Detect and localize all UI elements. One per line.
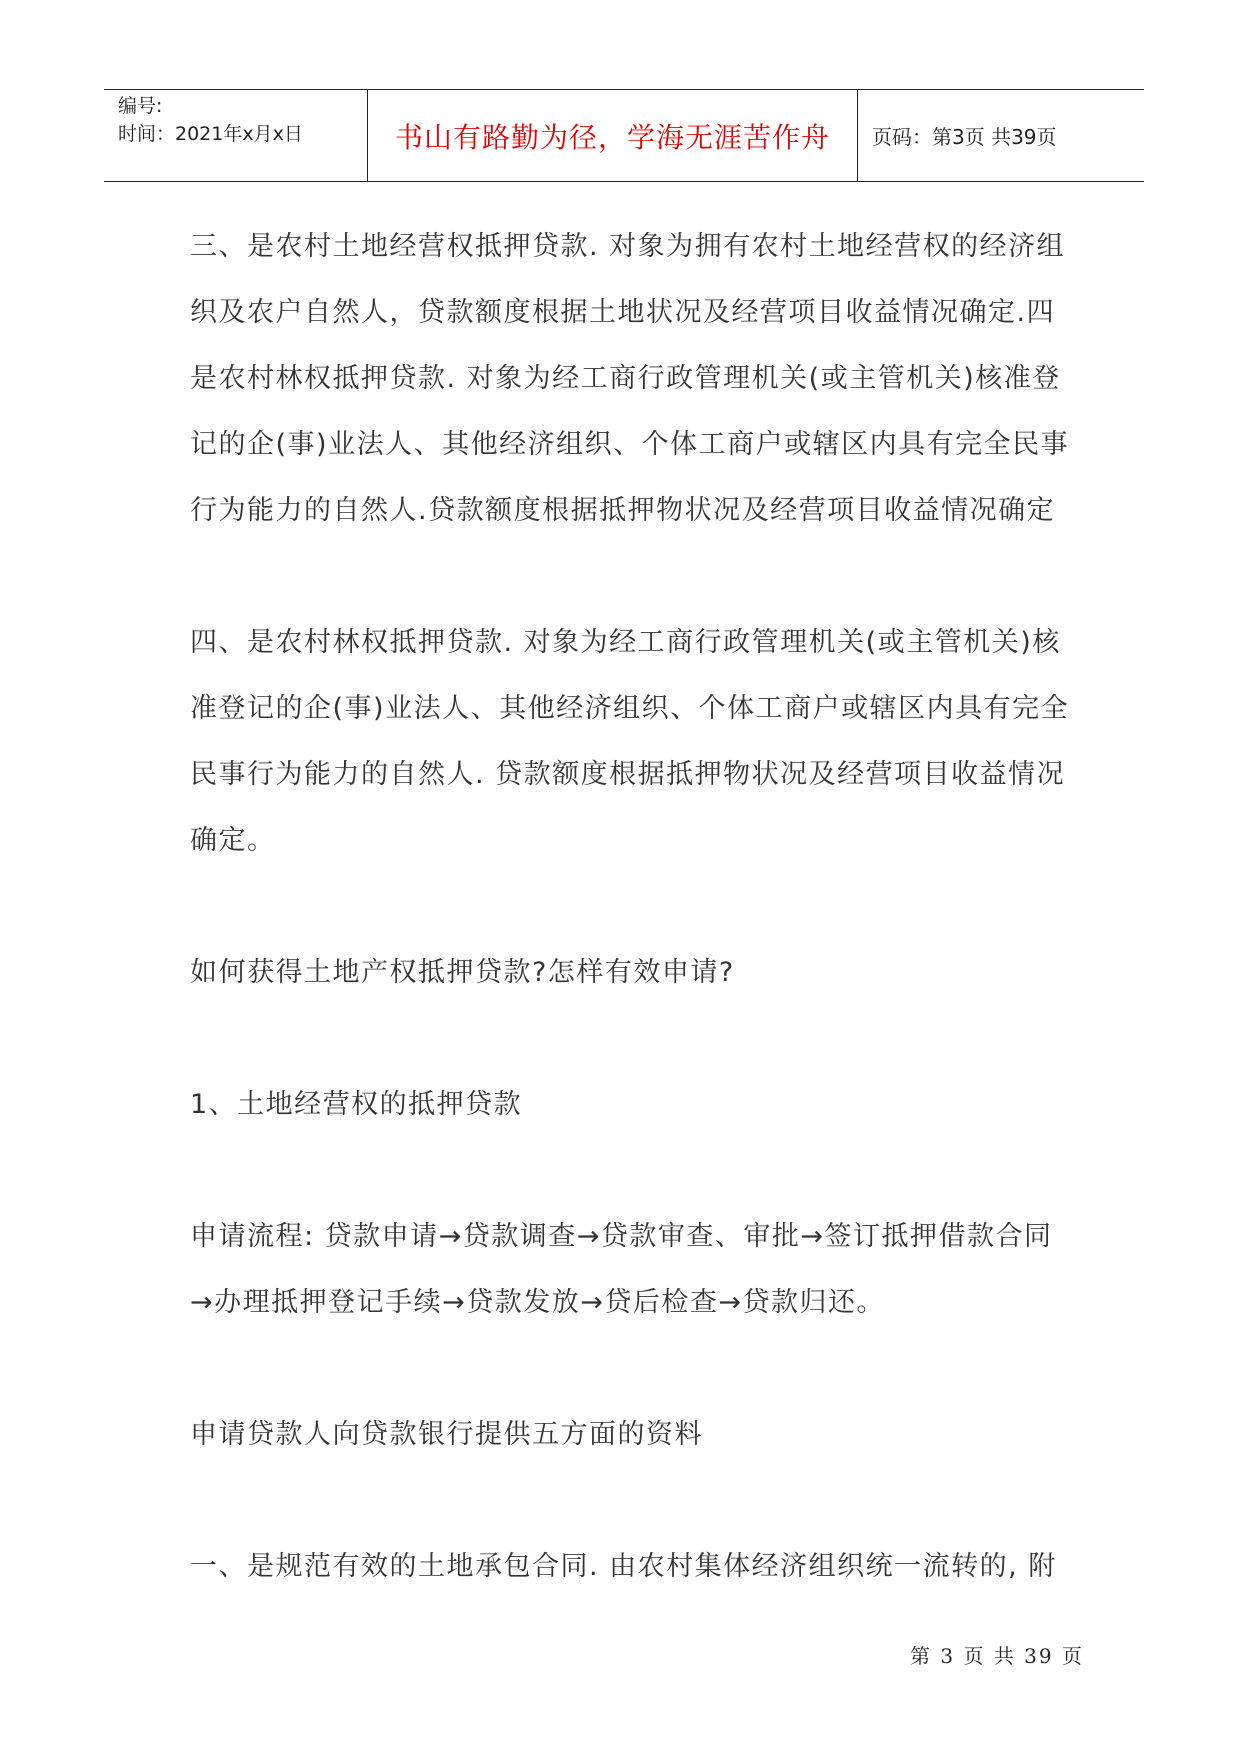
- paragraph-line: 一、是规范有效的土地承包合同. 由农村集体经济组织统一流转的, 附: [190, 1551, 1057, 1582]
- paragraph-line: 织及农户自然人，贷款额度根据土地状况及经营项目收益情况确定.四: [190, 297, 1056, 328]
- paragraph-line: 行为能力的自然人.贷款额度根据抵押物状况及经营项目收益情况确定: [190, 495, 1056, 526]
- paragraph-line: 准登记的企(事)业法人、其他经济组织、个体工商户或辖区内具有完全: [190, 693, 1070, 724]
- document-number: 编号:: [118, 95, 163, 117]
- header-motto: 书山有路勤为径，学海无涯苦作舟: [368, 90, 858, 181]
- page-footer: 第 3 页 共 39 页: [910, 1644, 1084, 1668]
- paragraph-gap: [190, 1468, 1090, 1534]
- header-page-code: 页码：第3页 共39页: [872, 125, 1057, 149]
- header-meta: [104, 90, 368, 181]
- paragraph-line: 申请流程: 贷款申请→贷款调查→贷款审查、审批→签订抵押借款合同: [190, 1221, 1053, 1252]
- paragraph-line: →办理抵押登记手续→贷款发放→贷后检查→贷款归还。: [190, 1287, 885, 1318]
- paragraph-line: 三、是农村土地经营权抵押贷款. 对象为拥有农村土地经营权的经济组: [190, 231, 1066, 262]
- paragraph-gap: [190, 1138, 1090, 1204]
- section-heading: 1、土地经营权的抵押贷款: [190, 1089, 523, 1120]
- document-body: [190, 214, 1090, 1600]
- paragraph-line: 申请贷款人向贷款银行提供五方面的资料: [190, 1419, 703, 1450]
- paragraph-line: 确定。: [190, 825, 276, 856]
- paragraph-line: 记的企(事)业法人、其他经济组织、个体工商户或辖区内具有完全民事: [190, 429, 1070, 460]
- section-question: 如何获得土地产权抵押贷款?怎样有效申请?: [190, 957, 735, 988]
- paragraph-gap: [190, 1006, 1090, 1072]
- paragraph-gap: [190, 544, 1090, 610]
- page-header: [104, 89, 1144, 182]
- paragraph-gap: [190, 874, 1090, 940]
- document-time: 时间：2021年x月x日: [118, 123, 303, 145]
- paragraph-line: 四、是农村林权抵押贷款. 对象为经工商行政管理机关(或主管机关)核: [190, 627, 1061, 658]
- paragraph-line: 民事行为能力的自然人. 贷款额度根据抵押物状况及经营项目收益情况: [190, 759, 1066, 790]
- paragraph-gap: [190, 1336, 1090, 1402]
- paragraph-line: 是农村林权抵押贷款. 对象为经工商行政管理机关(或主管机关)核准登: [190, 363, 1061, 394]
